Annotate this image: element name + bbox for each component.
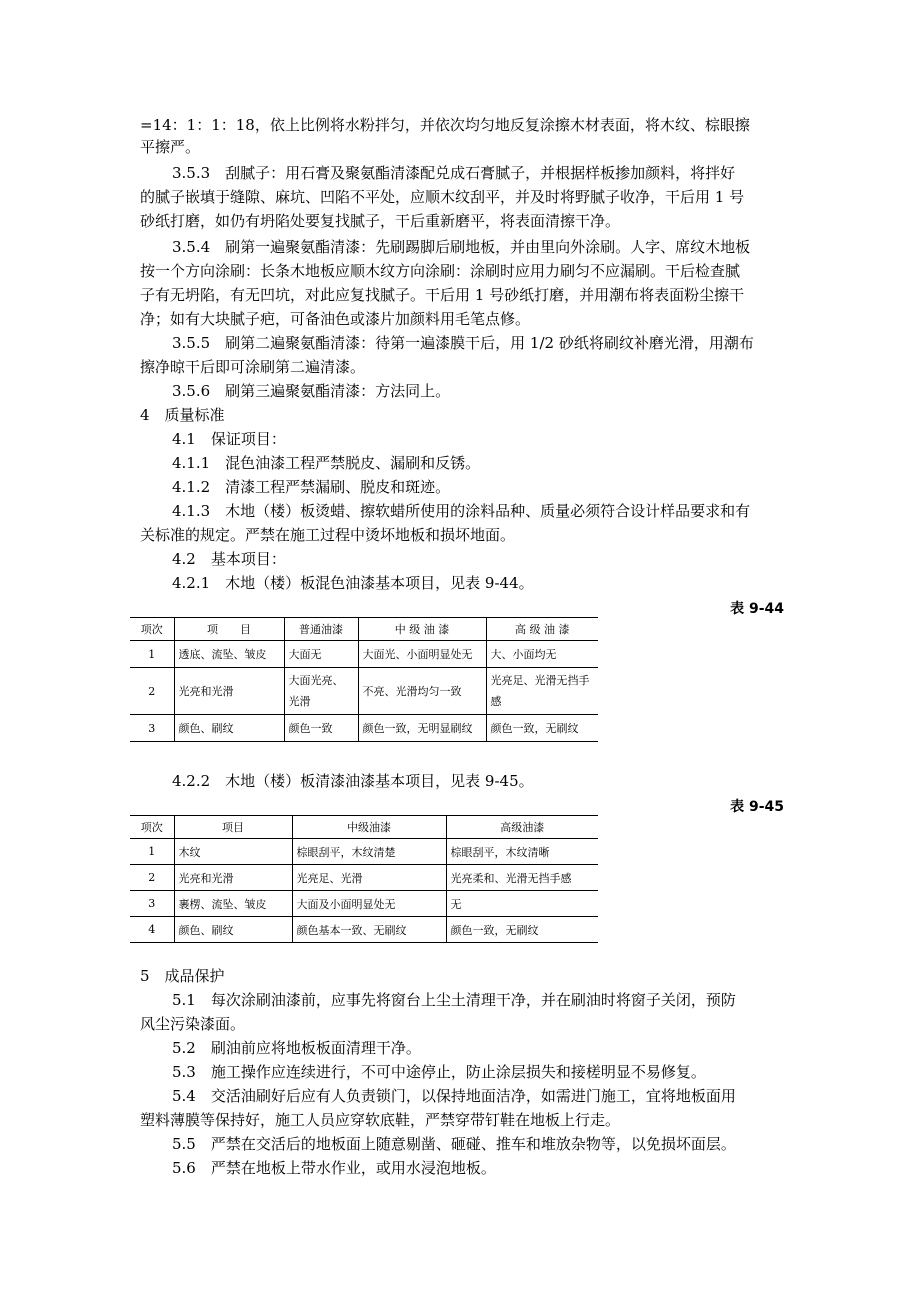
table-caption: 表 9-45	[730, 799, 784, 815]
table-cell: 颜色、刷纹	[174, 917, 292, 943]
paragraph-line: 4.2.2 木地（楼）板清漆油漆基本项目，见表 9-45。	[172, 772, 534, 790]
table-cell: 大面光亮、光滑	[284, 668, 358, 715]
quality-table-9-44	[130, 617, 598, 742]
table-row	[130, 839, 598, 865]
table-cell: 大面无	[284, 641, 358, 668]
table-cell: 颜色、刷纹	[174, 715, 284, 742]
table-cell: 裹楞、流坠、皱皮	[174, 891, 292, 917]
paragraph-line: 4.1.3 木地（楼）板烫蜡、擦软蜡所使用的涂料品种、质量必须符合设计样品要求和有	[172, 502, 751, 520]
table-cell: 1	[130, 839, 174, 865]
table-caption: 表 9-44	[730, 601, 784, 617]
table-cell: 光亮和光滑	[174, 865, 292, 891]
table-row	[130, 668, 598, 715]
table-header-cell: 高级油漆	[446, 816, 598, 839]
table-cell: 无	[446, 891, 598, 917]
paragraph-line: 砂纸打磨，如仍有坍陷处要复找腻子，干后重新磨平，将表面清擦干净。	[140, 212, 621, 230]
table-header-cell: 项次	[130, 816, 174, 839]
paragraph-line: 平擦严。	[140, 138, 201, 156]
table-cell: 不亮、光滑均匀一致	[358, 668, 486, 715]
table-cell: 光亮足、光滑	[292, 865, 446, 891]
table-cell: 颜色一致	[284, 715, 358, 742]
table-cell: 棕眼刮平，木纹清晰	[446, 839, 598, 865]
table-cell: 1	[130, 641, 174, 668]
table-row	[130, 917, 598, 943]
paragraph-line: 净；如有大块腻子疤，可备油色或漆片加颜料用毛笔点修。	[140, 310, 531, 328]
paragraph-line: 子有无坍陷，有无凹坑，对此应复找腻子。干后用 1 号砂纸打磨，并用潮布将表面粉尘擦干	[140, 286, 745, 304]
paragraph-line: 5.1 每次涂刷油漆前，应事先将窗台上尘土清理干净，并在刷油时将窗子关闭，预防	[172, 991, 736, 1009]
table-header-cell: 项目	[174, 816, 292, 839]
table-header-cell: 普通油漆	[284, 618, 358, 641]
paragraph-line: 5.4 交活油刷好后应有人负责锁门，以保持地面洁净，如需进门施工，宜将地板面用	[172, 1087, 736, 1105]
paragraph-line: 3.5.6 刷第三遍聚氨酯清漆：方法同上。	[172, 382, 451, 400]
paragraph-line: =14：1：1：18，依上比例将水粉拌匀，并依次均匀地反复涂擦木材表面，将木纹、棕眼擦	[140, 116, 750, 134]
paragraph-line: 的腻子嵌填于缝隙、麻坑、凹陷不平处，应顺木纹刮平，并及时将野腻子收净，干后用 1 号	[140, 188, 745, 206]
table-cell: 透底、流坠、皱皮	[174, 641, 284, 668]
paragraph-line: 5.6 严禁在地板上带水作业，或用水浸泡地板。	[172, 1159, 496, 1177]
table-cell: 大、小面均无	[486, 641, 598, 668]
table-row	[130, 715, 598, 742]
table-cell: 3	[130, 891, 174, 917]
quality-table-9-45	[130, 815, 598, 943]
paragraph-line: 擦净晾干后即可涂刷第二遍清漆。	[140, 358, 366, 376]
paragraph-line: 4.1 保证项目：	[172, 430, 286, 448]
paragraph-line: 3.5.4 刷第一遍聚氨酯清漆：先刷踢脚后刷地板，并由里向外涂刷。人字、席纹木地板	[172, 238, 751, 256]
table-cell: 2	[130, 865, 174, 891]
paragraph-line: 5.5 严禁在交活后的地板面上随意剔凿、砸碰、推车和堆放杂物等，以免损坏面层。	[172, 1135, 736, 1153]
paragraph-line: 3.5.5 刷第二遍聚氨酯清漆：待第一遍漆膜干后，用 1/2 砂纸将刷纹补磨光滑，用潮布	[172, 334, 754, 352]
table-cell: 木纹	[174, 839, 292, 865]
table-cell: 颜色一致，无刷纹	[446, 917, 598, 943]
table-row	[130, 641, 598, 668]
table-cell: 3	[130, 715, 174, 742]
paragraph-line: 4.2.1 木地（楼）板混色油漆基本项目，见表 9-44。	[172, 574, 534, 592]
table-cell: 颜色一致，无刷纹	[486, 715, 598, 742]
paragraph-line: 风尘污染漆面。	[140, 1015, 246, 1033]
paragraph-line: 4.1.1 混色油漆工程严禁脱皮、漏刷和反锈。	[172, 454, 481, 472]
table-cell: 颜色一致，无明显刷纹	[358, 715, 486, 742]
paragraph-line: 4.2 基本项目：	[172, 550, 286, 568]
table-cell: 2	[130, 668, 174, 715]
table-cell: 颜色基本一致、无刷纹	[292, 917, 446, 943]
paragraph-line: 关标准的规定。严禁在施工过程中烫坏地板和损坏地面。	[140, 526, 516, 544]
table-row	[130, 891, 598, 917]
table-header-cell: 项 目	[174, 618, 284, 641]
paragraph-line: 5.3 施工操作应连续进行，不可中途停止，防止涂层损失和接槎明显不易修复。	[172, 1063, 706, 1081]
paragraph-line: 5.2 刷油前应将地板板面清理干净。	[172, 1039, 421, 1057]
table-cell: 棕眼刮平，木纹清楚	[292, 839, 446, 865]
table-row	[130, 865, 598, 891]
table-header-cell: 中级油漆	[292, 816, 446, 839]
section-heading: 5 成品保护	[140, 967, 225, 985]
table-header-cell: 高 级 油 漆	[486, 618, 598, 641]
table-header-cell: 中 级 油 漆	[358, 618, 486, 641]
paragraph-line: 4.1.2 清漆工程严禁漏刷、脱皮和斑迹。	[172, 478, 451, 496]
paragraph-line: 按一个方向涂刷：长条木地板应顺木纹方向涂刷：涂刷时应用力刷匀不应漏刷。干后检查腻	[140, 262, 741, 280]
table-cell: 4	[130, 917, 174, 943]
section-heading: 4 质量标准	[140, 406, 225, 424]
table-cell: 光亮柔和、光滑无挡手感	[446, 865, 598, 891]
table-cell: 光亮和光滑	[174, 668, 284, 715]
table-cell: 光亮足、光滑无挡手感	[486, 668, 598, 715]
table-header-cell: 项次	[130, 618, 174, 641]
table-cell: 大面及小面明显处无	[292, 891, 446, 917]
paragraph-line: 塑料薄膜等保持好，施工人员应穿软底鞋，严禁穿带钉鞋在地板上行走。	[140, 1111, 621, 1129]
table-cell: 大面光、小面明显处无	[358, 641, 486, 668]
paragraph-line: 3.5.3 刮腻子：用石膏及聚氨酯清漆配兑成石膏腻子，并根据样板掺加颜料，将拌好	[172, 164, 736, 182]
